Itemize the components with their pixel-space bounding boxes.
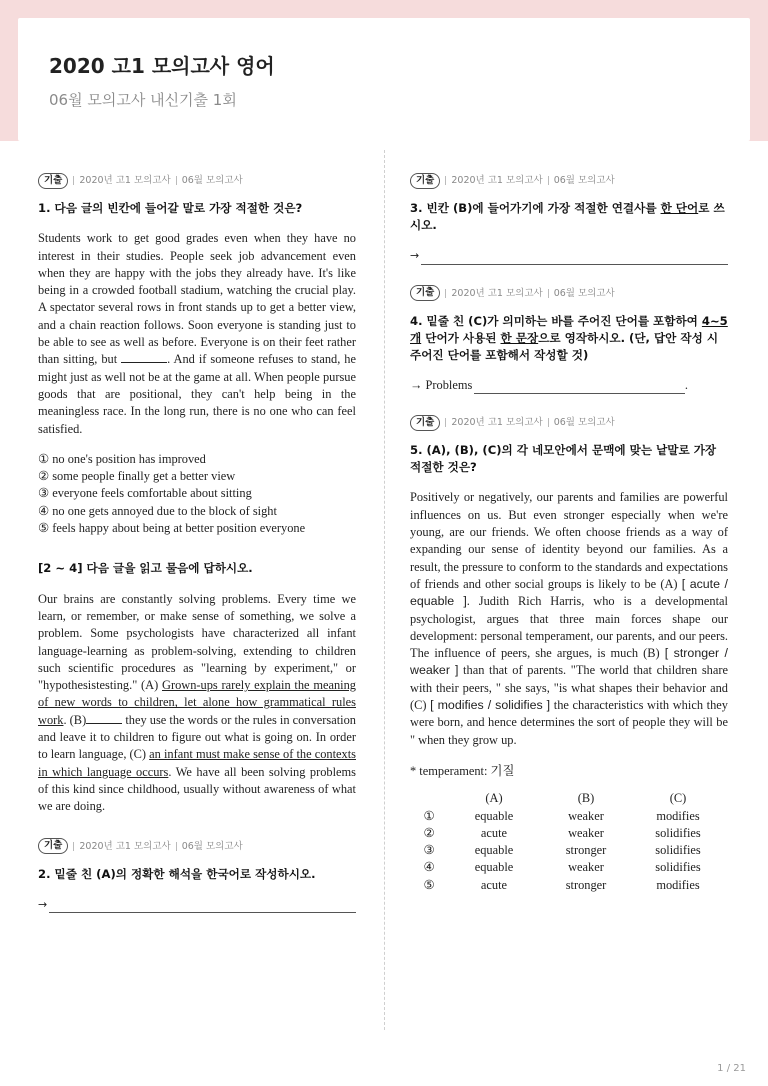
meta-separator — [548, 176, 549, 185]
exam-tag: 기출 — [410, 415, 440, 431]
meta-year: 2020년 고1 모의고사 — [451, 175, 543, 186]
question-meta — [38, 838, 356, 855]
table-cell: solidifies — [655, 860, 701, 875]
passage-text: they use the words or the rules in conversation and leave it to children to figure out what is going on. In order to learn language, (C) — [38, 712, 356, 762]
meta-separator — [73, 842, 74, 851]
passage-text: . And if someone refuses to stand, he might just as well not be at the game at all. When people pursue goods that are positional, they can't help being in the meaningless race. In the long run, there is no one who can feel satisfied. — [38, 352, 356, 436]
meta-separator — [176, 842, 177, 851]
passage-1 — [38, 230, 356, 438]
table-cell: solidifies — [655, 843, 701, 858]
question-meta — [410, 285, 728, 302]
answer-underline — [49, 911, 356, 913]
meta-year: 2020년 고1 모의고사 — [451, 417, 543, 429]
question-4 — [410, 313, 728, 364]
question-emphasis: 한 단어 — [660, 201, 699, 216]
meta-separator — [548, 289, 549, 298]
row-number: ① — [423, 808, 435, 823]
column-divider — [384, 150, 385, 1030]
option-4[interactable]: ④ no one gets annoyed due to the block of sight — [38, 503, 277, 518]
arrow-icon: → — [410, 249, 420, 263]
table-header: (C) — [669, 791, 687, 806]
passage-text: the characteristics with which they were born, and hence determines the sort of people they will be " when they grow up. — [410, 698, 728, 747]
exam-tag: 기출 — [410, 285, 440, 301]
answer-underline — [421, 263, 728, 265]
exam-tag: 기출 — [410, 173, 440, 189]
meta-year: 2020년 고1 모의고사 — [79, 175, 171, 186]
question-meta — [410, 172, 728, 189]
answer-suffix: . — [684, 377, 688, 392]
underlined-a: Grown-ups rarely explain the meaning of new words to children, let alone how grammatical rules work — [38, 678, 356, 727]
meta-month: 06월 모의고사 — [553, 175, 615, 186]
row-number: ③ — [423, 843, 435, 858]
meta-year: 2020년 고1 모의고사 — [79, 840, 171, 852]
table-cell: equable — [474, 808, 514, 823]
question-emphasis: 한 문장 — [500, 330, 539, 345]
table-cell: equable — [474, 843, 514, 858]
answer-blank — [121, 351, 167, 363]
table-row[interactable] — [410, 859, 724, 876]
answer-table — [410, 790, 724, 894]
table-header-blank — [410, 790, 448, 807]
meta-month: 06월 모의고사 — [181, 175, 243, 186]
table-cell: modifies — [656, 808, 700, 823]
table-row[interactable] — [410, 808, 724, 825]
right-column — [410, 172, 728, 894]
answer-line-3[interactable] — [410, 247, 728, 264]
table-row[interactable] — [410, 825, 724, 842]
meta-separator — [176, 176, 177, 185]
table-header: (A) — [485, 791, 503, 806]
passage-text: Students work to get good grades even when they have no interest in their studies. People seek job advancement even when they are happy with the jobs they already have. It's like being in a crowded football stadium, watching the crucial play. A spectator several rows in front stands up to get a better view, and a chain reaction follows. Soon everyone is standing just to be able to see as well as before. Everyone is on their feet rather than sitting, but — [38, 231, 356, 367]
meta-month: 06월 모의고사 — [553, 417, 615, 429]
meta-separator — [445, 289, 446, 298]
answer-line-4[interactable] — [410, 377, 688, 394]
question-1: 1. 다음 글의 빈칸에 들어갈 말로 가장 적절한 것은? — [38, 201, 303, 216]
exam-tag: 기출 — [38, 173, 68, 189]
meta-year: 2020년 고1 모의고사 — [451, 287, 543, 299]
question-meta — [38, 172, 356, 189]
underlined-c: an infant must make sense of the contexts in which language occurs — [38, 747, 356, 779]
passage-text: . We have all been solving problems of this kind since childhood, usually without awareness of what we are doing. — [38, 764, 356, 814]
option-5[interactable]: ⑤ feels happy about being at better position everyone — [38, 521, 306, 536]
question-text: 4. 밑줄 친 (C)가 의미하는 바를 주어진 단어를 포함하여 — [410, 313, 702, 328]
page-number: 1 / 21 — [717, 1063, 746, 1074]
question-3 — [410, 200, 728, 234]
answer-line-2[interactable] — [38, 896, 356, 913]
group-heading: [2 ~ 4] 다음 글을 읽고 물음에 답하시오. — [38, 561, 253, 576]
table-cell: acute — [480, 877, 508, 892]
question-emphasis: 4~5개 — [410, 313, 728, 345]
exam-tag: 기출 — [38, 838, 68, 854]
footnote: * temperament: 기질 — [410, 763, 515, 778]
meta-month: 06월 모의고사 — [553, 287, 615, 299]
header-card — [18, 18, 750, 141]
table-row[interactable] — [410, 877, 724, 894]
row-number: ⑤ — [423, 877, 435, 892]
document-subtitle: 06월 모의고사 내신기출 1회 — [49, 91, 237, 109]
passage-5 — [410, 489, 728, 748]
meta-separator — [445, 418, 446, 427]
passage-text: than that of parents. "The world that children share with their peers, " she says, "is what shapes their behavior and (C) — [410, 663, 728, 713]
choice-box-c: [ modifies / solidifies ] — [430, 698, 551, 713]
passage-text: . (B) — [63, 712, 87, 727]
question-text: 으로 영작하시오. (단, 답안 작성 시 주어진 단어를 포함해서 작성할 것) — [410, 330, 719, 362]
answer-underline — [474, 392, 685, 394]
arrow-icon: → — [38, 897, 48, 911]
option-3[interactable]: ③ everyone feels comfortable about sitting — [38, 486, 252, 501]
answer-blank — [86, 712, 122, 724]
table-header: (B) — [577, 791, 595, 806]
meta-month: 06월 모의고사 — [181, 840, 243, 852]
table-cell: acute — [480, 825, 508, 840]
table-cell: weaker — [568, 825, 604, 840]
table-cell: weaker — [568, 808, 604, 823]
passage-2 — [38, 591, 356, 816]
question-5: 5. (A), (B), (C)의 각 네모안에서 문맥에 맞는 낱말로 가장 적절한 것은? — [410, 443, 717, 475]
question-2: 2. 밑줄 친 (A)의 정확한 해석을 한국어로 작성하시오. — [38, 866, 316, 881]
passage-text: Positively or negatively, our parents and families are powerful influences on us. But even stronger especially when we're young, are our friends. We often choose friends as a way of expanding our sense of identity beyond our families. As a result, the pressure to conform to the standards and expectations of friends and other social groups is likely to be (A) — [410, 490, 728, 591]
table-cell: modifies — [656, 877, 700, 892]
passage-text: . Judith Rich Harris, who is a developmental psychologist, argues that three main forces shape our development: personal temperament, our parents, and our peers. The influence of peers, she argues, is much (B) — [410, 594, 728, 661]
row-number: ② — [423, 825, 435, 840]
table-cell: solidifies — [655, 825, 701, 840]
table-cell: stronger — [565, 877, 607, 892]
left-column — [38, 172, 356, 933]
question-text: 3. 빈칸 (B)에 들어가기에 가장 적절한 연결사를 — [410, 201, 661, 216]
options-list — [38, 451, 356, 537]
passage-text: Our brains are constantly solving problems. Every time we learn, or remember, or make sense of something, we solve a problem. Some psychologists have characterized all infant language-learning as problem-solving, extending to children such scientific procedures as "learning by experiment," or "hypothesistesting." (A) — [38, 591, 356, 693]
table-header-row — [410, 790, 724, 807]
table-cell: equable — [474, 860, 514, 875]
question-meta — [410, 414, 728, 431]
table-cell: weaker — [568, 860, 604, 875]
document-title: 2020 고1 모의고사 영어 — [49, 54, 275, 78]
option-1[interactable]: ① no one's position has improved — [38, 451, 206, 466]
question-text: 단어가 사용된 — [421, 330, 501, 345]
option-2[interactable]: ② some people finally get a better view — [38, 469, 236, 484]
meta-separator — [73, 176, 74, 185]
row-number: ④ — [423, 860, 435, 875]
meta-separator — [548, 418, 549, 427]
table-row[interactable] — [410, 842, 724, 859]
meta-separator — [445, 176, 446, 185]
question-text: 로 쓰시오. — [410, 201, 725, 233]
choice-box-b: [ stronger / weaker ] — [410, 646, 728, 678]
table-cell: stronger — [565, 843, 607, 858]
choice-box-a: [ acute / equable ] — [410, 576, 728, 609]
answer-prefix: → Problems — [410, 377, 473, 392]
